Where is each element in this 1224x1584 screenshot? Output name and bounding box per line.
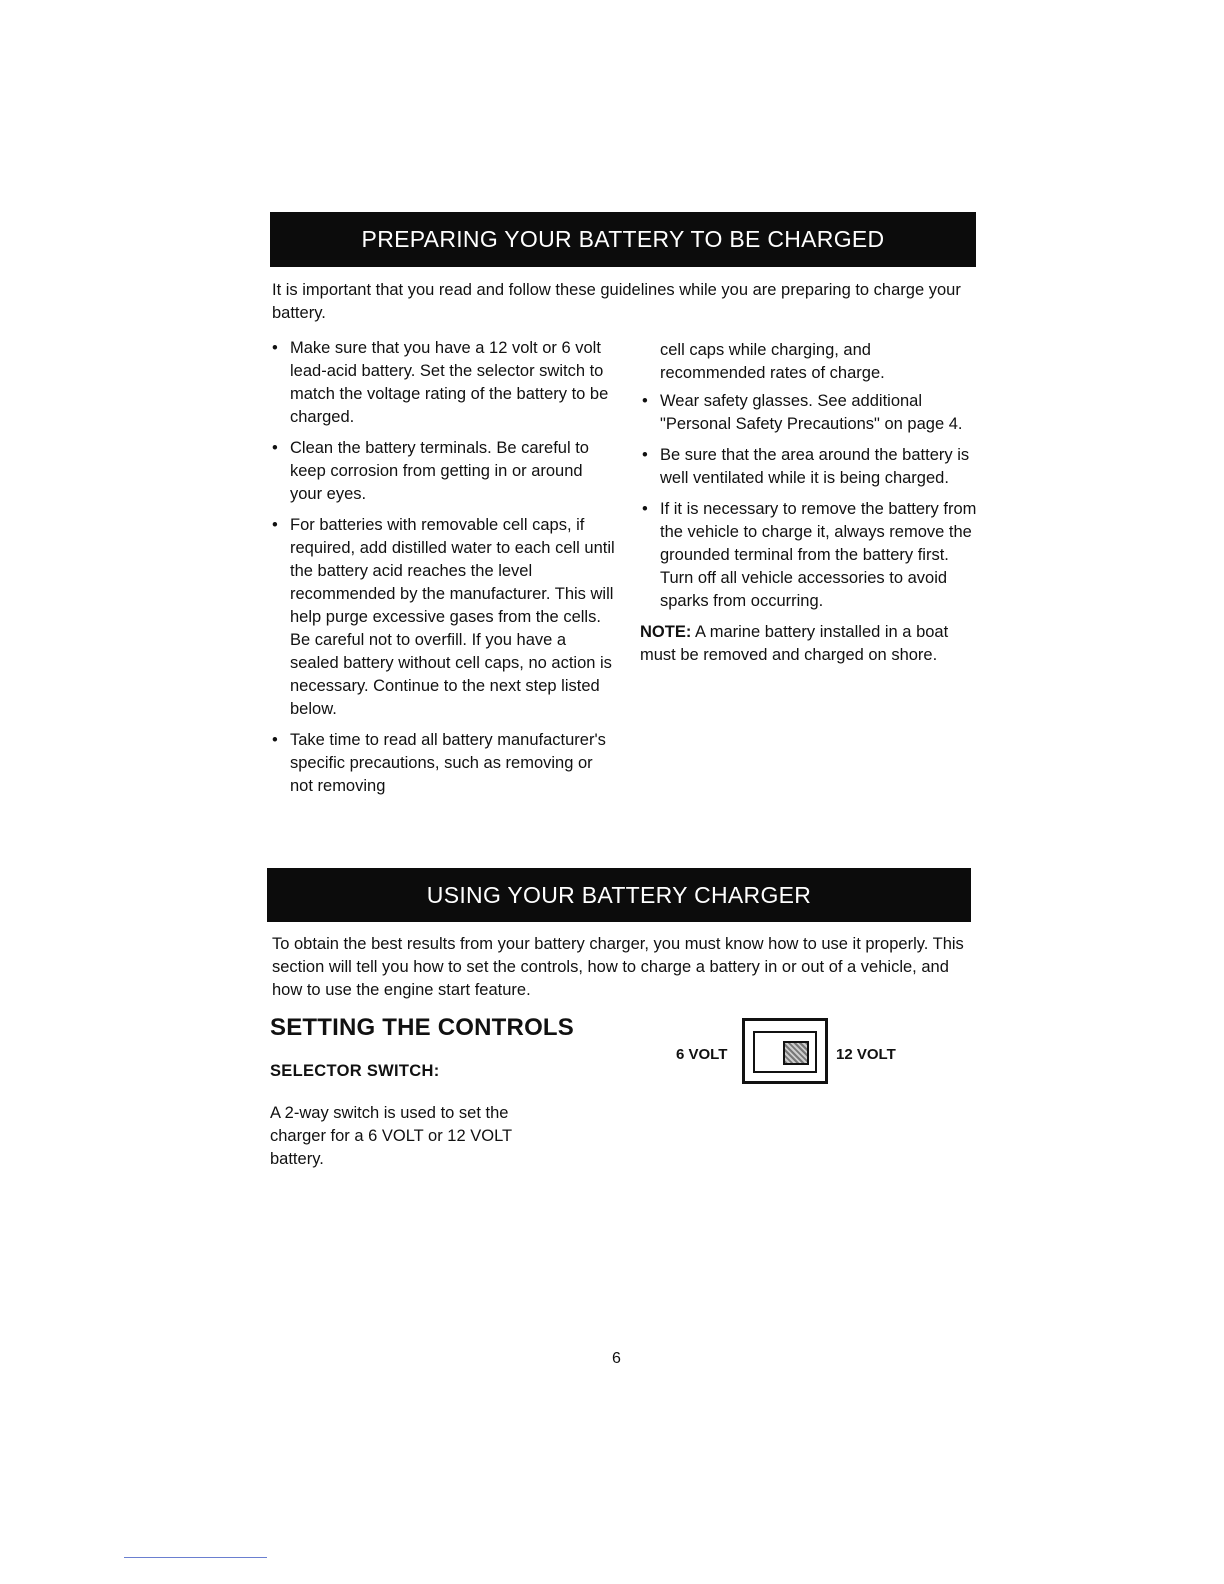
section-banner-preparing: PREPARING YOUR BATTERY TO BE CHARGED	[270, 212, 976, 267]
bullet-icon: •	[642, 392, 648, 410]
selector-switch-heading: SELECTOR SWITCH:	[270, 1062, 440, 1080]
list-item: • For batteries with removable cell caps, if required, add distilled water to each cell until the battery acid reaches the level recommended by the manufacturer. This will help purge excessive gases from the cells. Be careful not to overfill. If you have a sealed battery without cell caps, no action is necessary. Continue to the next step listed below.	[272, 516, 615, 718]
note-text: A marine battery installed in a boat must be removed and charged on shore.	[640, 623, 949, 664]
note	[640, 621, 980, 667]
list-item: • If it is necessary to remove the battery from the vehicle to charge it, always remove the grounded terminal from the battery first. Turn off all vehicle accessories to avoid sparks from occurring.	[642, 500, 977, 610]
list-item: • Wear safety glasses. See additional "Personal Safety Precautions" on page 4.	[642, 392, 963, 433]
section1-intro: It is important that you read and follow these guidelines while you are preparing to charge your battery.	[272, 281, 961, 322]
list-item: • Be sure that the area around the battery is well ventilated while it is being charged.	[642, 446, 970, 487]
right-column	[640, 339, 980, 667]
section-banner-using: USING YOUR BATTERY CHARGER	[267, 868, 971, 922]
note-label: NOTE:	[640, 623, 692, 641]
switch-12-volt-label: 12 VOLT	[836, 1046, 896, 1063]
bullet-icon: •	[642, 500, 648, 518]
page-number: 6	[612, 1350, 621, 1367]
selector-switch-diagram	[676, 1018, 916, 1090]
list-item-continuation: cell caps while charging, and recommended rates of charge.	[660, 341, 885, 382]
list-item: • Make sure that you have a 12 volt or 6 volt lead-acid battery. Set the selector switch to match the voltage rating of the battery to be charged.	[272, 339, 609, 426]
bullet-icon: •	[272, 731, 278, 749]
switch-slot	[753, 1031, 817, 1073]
bullet-icon: •	[272, 439, 278, 457]
selector-switch-icon	[742, 1018, 828, 1084]
footer-divider	[124, 1557, 267, 1558]
bullet-icon: •	[642, 446, 648, 464]
setting-controls-heading: SETTING THE CONTROLS	[270, 1014, 574, 1041]
switch-6-volt-label: 6 VOLT	[676, 1046, 728, 1063]
left-column	[270, 337, 615, 806]
list-item: • Take time to read all battery manufacturer's specific precautions, such as removing or not removing	[272, 731, 606, 795]
section2-intro: To obtain the best results from your battery charger, you must know how to use it properly. This section will tell you how to set the controls, how to charge a battery in or out of a vehicle, and how to use the engine start feature.	[272, 935, 964, 999]
bullet-icon: •	[272, 516, 278, 534]
selector-switch-description: A 2-way switch is used to set the charger for a 6 VOLT or 12 VOLT battery.	[270, 1104, 512, 1168]
list-item: • Clean the battery terminals. Be careful to keep corrosion from getting in or around your eyes.	[272, 439, 589, 503]
bullet-icon: •	[272, 339, 278, 357]
switch-knob	[783, 1041, 809, 1065]
